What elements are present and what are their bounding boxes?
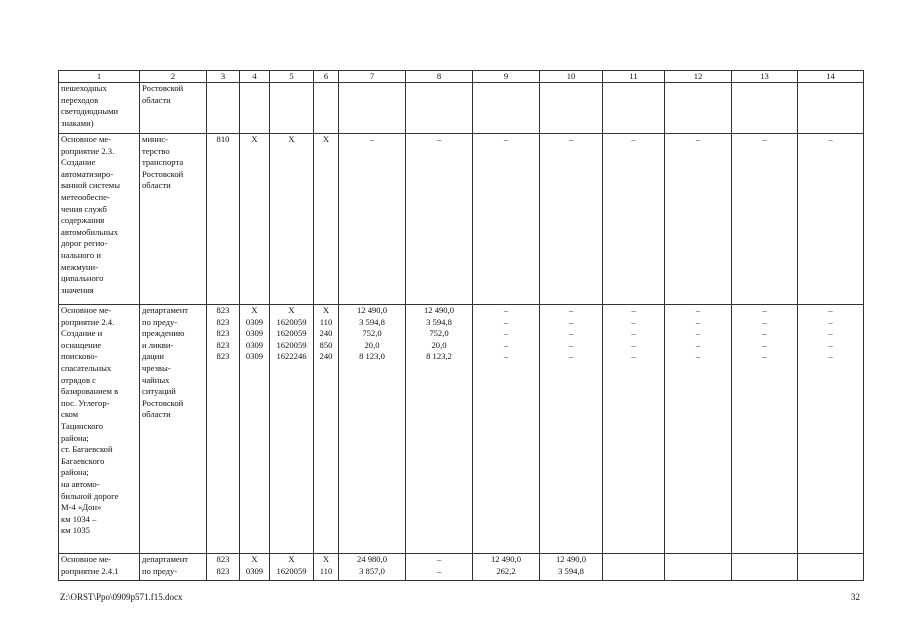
table-cell: 12 490,0 3 594,8 752,0 20,0 8 123,0 — [339, 305, 406, 554]
executor-cell: Ростовской области — [140, 83, 207, 134]
table-cell: – – — [406, 554, 473, 581]
table-cell: – – – – – — [603, 305, 665, 554]
executor-cell: департамент по преду- преждению и ликви- дации чрезвы- чайных ситуаций Ростовской области — [140, 305, 207, 554]
column-number: 8 — [406, 71, 473, 83]
table-cell — [270, 83, 314, 134]
table-cell: Х — [314, 134, 339, 305]
table-cell: 12 490,0 3 594,8 — [540, 554, 603, 581]
table-cell: – — [406, 134, 473, 305]
table-cell — [314, 83, 339, 134]
table-cell: 12 490,0 262,2 — [473, 554, 540, 581]
table-cell: Х 1620059 1620059 1620059 1622246 — [270, 305, 314, 554]
column-number: 2 — [140, 71, 207, 83]
column-number: 9 — [473, 71, 540, 83]
column-number: 11 — [603, 71, 665, 83]
table-cell — [339, 83, 406, 134]
table-cell: Х 0309 — [240, 554, 270, 581]
column-number: 12 — [665, 71, 732, 83]
column-number: 13 — [732, 71, 798, 83]
table-cell: – – – – – — [665, 305, 732, 554]
table-cell: 823 823 823 823 823 — [207, 305, 240, 554]
activity-name-cell: пешеходных переходов светодиодными знаками) — [59, 83, 140, 134]
table-row — [59, 305, 864, 554]
table-cell — [603, 83, 665, 134]
table-cell: Х — [270, 134, 314, 305]
table-cell: – — [473, 134, 540, 305]
column-number: 6 — [314, 71, 339, 83]
table-cell — [406, 83, 473, 134]
table-cell — [798, 83, 864, 134]
table-cell: – — [540, 134, 603, 305]
table-row — [59, 134, 864, 305]
table-cell: Х 0309 0309 0309 0309 — [240, 305, 270, 554]
table-cell: – – – – – — [732, 305, 798, 554]
table-cell: – — [798, 134, 864, 305]
table-cell — [240, 83, 270, 134]
column-number: 10 — [540, 71, 603, 83]
table-cell: Х 110 — [314, 554, 339, 581]
activity-name-cell: Основное ме- роприятие 2.4.1 — [59, 554, 140, 581]
table-cell: 823 823 — [207, 554, 240, 581]
table-cell: – – – – – — [473, 305, 540, 554]
table-cell — [665, 554, 732, 581]
column-number: 1 — [59, 71, 140, 83]
executor-cell: минис- терство транспорта Ростовской области — [140, 134, 207, 305]
table-cell: – — [665, 134, 732, 305]
table-cell: – — [339, 134, 406, 305]
activity-name-cell: Основное ме- роприятие 2.4. Создание и оснащение поисково- спасательных отрядов с базированием в пос. Углегор- ском Тацинского района; ст. Багаевской Багаевского района; на автомо- бильной дороге М-4 «Дон» км 1034 – км 1035 — [59, 305, 140, 554]
table-cell: 810 — [207, 134, 240, 305]
table-cell — [540, 83, 603, 134]
table-cell: Х — [240, 134, 270, 305]
table-cell — [603, 554, 665, 581]
table-cell: 24 980,0 3 857,0 — [339, 554, 406, 581]
executor-cell: департамент по преду- — [140, 554, 207, 581]
table-cell — [207, 83, 240, 134]
column-number: 7 — [339, 71, 406, 83]
table-cell: – – – – – — [540, 305, 603, 554]
budget-table — [58, 70, 864, 581]
file-path: Z:\ORST\Ppo\0909p571.f15.docx — [60, 592, 183, 602]
table-header-row — [59, 71, 864, 83]
table-cell — [473, 83, 540, 134]
activity-name-cell: Основное ме- роприятие 2.3. Создание автоматизиро- ванной системы метеообеспе- чения служб содержания автомобильных дорог регио- нального и межмуни- ципального значения — [59, 134, 140, 305]
column-number: 3 — [207, 71, 240, 83]
column-number: 14 — [798, 71, 864, 83]
table-cell — [798, 554, 864, 581]
column-number: 5 — [270, 71, 314, 83]
table-cell: Х 110 240 850 240 — [314, 305, 339, 554]
column-number: 4 — [240, 71, 270, 83]
table-cell: – – – – – — [798, 305, 864, 554]
table-cell — [732, 83, 798, 134]
table-cell: – — [603, 134, 665, 305]
table-cell: 12 490,0 3 594,8 752,0 20,0 8 123,2 — [406, 305, 473, 554]
table-cell: Х 1620059 — [270, 554, 314, 581]
table-cell: – — [732, 134, 798, 305]
table-row — [59, 554, 864, 581]
page-number: 32 — [851, 592, 860, 602]
table-cell — [732, 554, 798, 581]
table-cell — [665, 83, 732, 134]
table-row — [59, 83, 864, 134]
